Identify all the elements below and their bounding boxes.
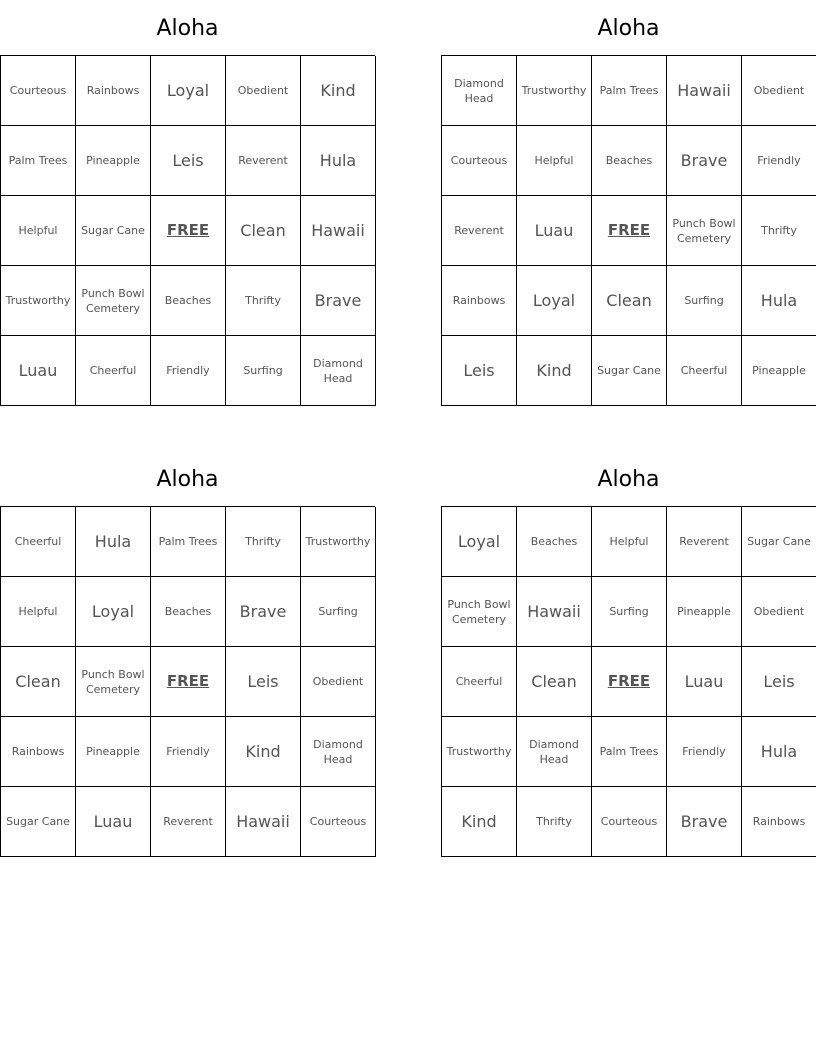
- cell-label: Brave: [314, 291, 362, 310]
- bingo-cell: [226, 196, 301, 266]
- bingo-cell: [667, 336, 742, 406]
- bingo-cell: [592, 717, 667, 787]
- cell-label: Brave: [680, 151, 728, 170]
- cell-label: Trustworthy: [446, 745, 512, 758]
- cell-label: Diamond Head: [454, 76, 504, 105]
- bingo-cell: [1, 336, 76, 406]
- bingo-cell: [301, 787, 376, 857]
- bingo-cell: [742, 787, 816, 857]
- cell-label: Punch Bowl Cemetery: [81, 286, 145, 315]
- bingo-cell: [301, 717, 376, 787]
- cell-label: Beaches: [164, 294, 212, 307]
- bingo-cell: [151, 266, 226, 336]
- bingo-cell: [301, 647, 376, 717]
- card-title: Aloha: [597, 16, 660, 41]
- cell-label: Leis: [763, 672, 795, 691]
- bingo-cell: [76, 126, 151, 196]
- bingo-cell: [151, 56, 226, 126]
- cell-label: Punch Bowl Cemetery: [672, 216, 736, 245]
- cell-label: Surfing: [243, 364, 283, 377]
- bingo-cell: [742, 507, 816, 577]
- cell-label: Pineapple: [86, 154, 140, 167]
- cell-label: Luau: [684, 672, 724, 691]
- cell-label: Leis: [463, 361, 495, 380]
- free-space: [592, 647, 667, 717]
- cell-label: Diamond Head: [313, 737, 363, 766]
- bingo-grid: [0, 506, 375, 857]
- bingo-cell: [76, 336, 151, 406]
- bingo-cell: [517, 196, 592, 266]
- bingo-grid: [441, 55, 816, 406]
- bingo-cell: [592, 577, 667, 647]
- bingo-cell: [76, 56, 151, 126]
- cell-label: Hawaii: [677, 81, 731, 100]
- bingo-cell: [667, 266, 742, 336]
- bingo-cell: [517, 336, 592, 406]
- cell-label: FREE: [166, 672, 210, 690]
- cell-label: Reverent: [679, 535, 729, 548]
- cell-label: Kind: [320, 81, 356, 100]
- bingo-card: [0, 451, 375, 857]
- bingo-cell: [667, 717, 742, 787]
- cell-label: Courteous: [450, 154, 508, 167]
- cell-label: Hula: [319, 151, 357, 170]
- bingo-cell: [517, 717, 592, 787]
- bingo-cell: [226, 787, 301, 857]
- bingo-cell: [301, 577, 376, 647]
- bingo-cell: [151, 126, 226, 196]
- cell-label: Punch Bowl Cemetery: [81, 667, 145, 696]
- bingo-cell: [442, 577, 517, 647]
- cell-label: Cheerful: [455, 675, 503, 688]
- cell-label: Trustworthy: [521, 84, 587, 97]
- bingo-cell: [301, 336, 376, 406]
- bingo-cell: [592, 336, 667, 406]
- card-title: Aloha: [156, 467, 219, 492]
- cell-label: Cheerful: [14, 535, 62, 548]
- cell-label: Palm Trees: [8, 154, 68, 167]
- bingo-cell: [667, 577, 742, 647]
- bingo-cell: [1, 577, 76, 647]
- cell-label: Loyal: [91, 602, 135, 621]
- cell-label: Leis: [172, 151, 204, 170]
- bingo-cell: [1, 647, 76, 717]
- bingo-cell: [442, 126, 517, 196]
- bingo-cell: [226, 266, 301, 336]
- cell-label: Helpful: [609, 535, 649, 548]
- bingo-cell: [742, 577, 816, 647]
- cell-label: Obedient: [753, 84, 805, 97]
- bingo-cell: [301, 126, 376, 196]
- cell-label: Kind: [461, 812, 497, 831]
- cell-label: Beaches: [530, 535, 578, 548]
- bingo-cell: [226, 717, 301, 787]
- cell-label: Hawaii: [311, 221, 365, 240]
- bingo-cell: [742, 266, 816, 336]
- cell-label: FREE: [607, 672, 651, 690]
- cell-label: Clean: [606, 291, 652, 310]
- bingo-cell: [151, 787, 226, 857]
- bingo-cell: [226, 577, 301, 647]
- cell-label: Kind: [245, 742, 281, 761]
- cell-label: FREE: [166, 221, 210, 239]
- bingo-cell: [592, 787, 667, 857]
- bingo-cell: [151, 577, 226, 647]
- bingo-cell: [667, 787, 742, 857]
- cell-label: Sugar Cane: [747, 535, 811, 548]
- bingo-cell: [517, 266, 592, 336]
- card-title: Aloha: [156, 16, 219, 41]
- cell-label: Thrifty: [761, 224, 797, 237]
- cell-label: Helpful: [18, 224, 58, 237]
- bingo-cell: [742, 647, 816, 717]
- bingo-cell: [592, 126, 667, 196]
- cell-label: Surfing: [684, 294, 724, 307]
- cell-label: Reverent: [238, 154, 288, 167]
- bingo-cell: [442, 647, 517, 717]
- bingo-cell: [226, 336, 301, 406]
- cell-label: Diamond Head: [313, 356, 363, 385]
- cell-label: Clean: [531, 672, 577, 691]
- cell-label: Courteous: [600, 815, 658, 828]
- free-space: [592, 196, 667, 266]
- bingo-cell: [1, 787, 76, 857]
- cell-label: Thrifty: [245, 535, 281, 548]
- cell-label: Obedient: [312, 675, 364, 688]
- cell-label: Palm Trees: [158, 535, 218, 548]
- cell-label: Palm Trees: [599, 745, 659, 758]
- cell-label: Reverent: [163, 815, 213, 828]
- cell-label: Diamond Head: [529, 737, 579, 766]
- bingo-cell: [76, 507, 151, 577]
- cell-label: Pineapple: [677, 605, 731, 618]
- cell-label: Palm Trees: [599, 84, 659, 97]
- bingo-cell: [1, 507, 76, 577]
- bingo-cell: [517, 647, 592, 717]
- bingo-cell: [1, 266, 76, 336]
- cell-label: Sugar Cane: [597, 364, 661, 377]
- bingo-cell: [442, 196, 517, 266]
- bingo-cell: [76, 787, 151, 857]
- bingo-cell: [226, 56, 301, 126]
- cell-label: Friendly: [166, 745, 210, 758]
- bingo-cell: [667, 507, 742, 577]
- cell-label: Hawaii: [236, 812, 290, 831]
- bingo-cell: [742, 196, 816, 266]
- bingo-cell: [742, 56, 816, 126]
- bingo-grid: [0, 55, 375, 406]
- bingo-cell: [1, 196, 76, 266]
- bingo-card: [441, 0, 816, 406]
- bingo-cell: [151, 717, 226, 787]
- cell-label: Cheerful: [89, 364, 137, 377]
- cell-label: Clean: [240, 221, 286, 240]
- bingo-card: [441, 451, 816, 857]
- cell-label: Sugar Cane: [81, 224, 145, 237]
- bingo-cell: [76, 717, 151, 787]
- bingo-cell: [301, 266, 376, 336]
- cell-label: Luau: [534, 221, 574, 240]
- cell-label: Rainbows: [752, 815, 806, 828]
- bingo-cell: [442, 266, 517, 336]
- cell-label: Loyal: [166, 81, 210, 100]
- bingo-cell: [517, 56, 592, 126]
- bingo-cell: [442, 56, 517, 126]
- cell-label: Obedient: [753, 605, 805, 618]
- cell-label: Helpful: [534, 154, 574, 167]
- cell-label: Beaches: [164, 605, 212, 618]
- cell-label: Friendly: [166, 364, 210, 377]
- cell-label: Hula: [760, 291, 798, 310]
- free-space: [151, 196, 226, 266]
- cell-label: Pineapple: [86, 745, 140, 758]
- cell-label: Obedient: [237, 84, 289, 97]
- free-space: [151, 647, 226, 717]
- cell-label: Brave: [680, 812, 728, 831]
- cell-label: Trustworthy: [305, 535, 371, 548]
- card-title: Aloha: [597, 467, 660, 492]
- cell-label: Surfing: [609, 605, 649, 618]
- cell-label: Beaches: [605, 154, 653, 167]
- bingo-cell: [151, 336, 226, 406]
- bingo-card: [0, 0, 375, 406]
- cell-label: Kind: [536, 361, 572, 380]
- cell-label: Leis: [247, 672, 279, 691]
- bingo-cell: [592, 507, 667, 577]
- bingo-cell: [517, 787, 592, 857]
- cell-label: Luau: [18, 361, 58, 380]
- bingo-cell: [1, 56, 76, 126]
- bingo-cell: [592, 266, 667, 336]
- cell-label: Hula: [760, 742, 798, 761]
- cell-label: Loyal: [532, 291, 576, 310]
- cell-label: Friendly: [757, 154, 801, 167]
- bingo-grid: [441, 506, 816, 857]
- bingo-cell: [301, 507, 376, 577]
- cell-label: Friendly: [682, 745, 726, 758]
- bingo-cell: [301, 196, 376, 266]
- bingo-cell: [442, 336, 517, 406]
- cell-label: Courteous: [9, 84, 67, 97]
- bingo-cell: [226, 126, 301, 196]
- cell-label: Helpful: [18, 605, 58, 618]
- bingo-cell: [442, 507, 517, 577]
- cell-label: Reverent: [454, 224, 504, 237]
- cell-label: Surfing: [318, 605, 358, 618]
- bingo-cell: [742, 126, 816, 196]
- bingo-cell: [76, 647, 151, 717]
- bingo-cell: [1, 126, 76, 196]
- cell-label: Hawaii: [527, 602, 581, 621]
- bingo-cell: [76, 196, 151, 266]
- bingo-cell: [517, 577, 592, 647]
- cell-label: Rainbows: [86, 84, 140, 97]
- cell-label: Clean: [15, 672, 61, 691]
- bingo-cell: [742, 717, 816, 787]
- bingo-cell: [76, 577, 151, 647]
- cell-label: Thrifty: [536, 815, 572, 828]
- bingo-cell: [517, 507, 592, 577]
- bingo-cell: [667, 126, 742, 196]
- cell-label: FREE: [607, 221, 651, 239]
- bingo-cell: [1, 717, 76, 787]
- cell-label: Punch Bowl Cemetery: [447, 597, 511, 626]
- cell-label: Brave: [239, 602, 287, 621]
- cell-label: Trustworthy: [5, 294, 71, 307]
- bingo-cell: [742, 336, 816, 406]
- bingo-cell: [226, 647, 301, 717]
- cell-label: Cheerful: [680, 364, 728, 377]
- bingo-cell: [667, 56, 742, 126]
- cell-label: Luau: [93, 812, 133, 831]
- cell-label: Sugar Cane: [6, 815, 70, 828]
- bingo-cell: [517, 126, 592, 196]
- bingo-cell: [76, 266, 151, 336]
- cell-label: Loyal: [457, 532, 501, 551]
- cell-label: Thrifty: [245, 294, 281, 307]
- cell-label: Courteous: [309, 815, 367, 828]
- bingo-cell: [226, 507, 301, 577]
- cell-label: Rainbows: [452, 294, 506, 307]
- bingo-cell: [667, 647, 742, 717]
- cell-label: Pineapple: [752, 364, 806, 377]
- bingo-cell: [301, 56, 376, 126]
- cell-label: Rainbows: [11, 745, 65, 758]
- cell-label: Hula: [94, 532, 132, 551]
- bingo-cell: [442, 787, 517, 857]
- bingo-cell: [151, 507, 226, 577]
- bingo-cell: [442, 717, 517, 787]
- bingo-cell: [592, 56, 667, 126]
- bingo-cell: [667, 196, 742, 266]
